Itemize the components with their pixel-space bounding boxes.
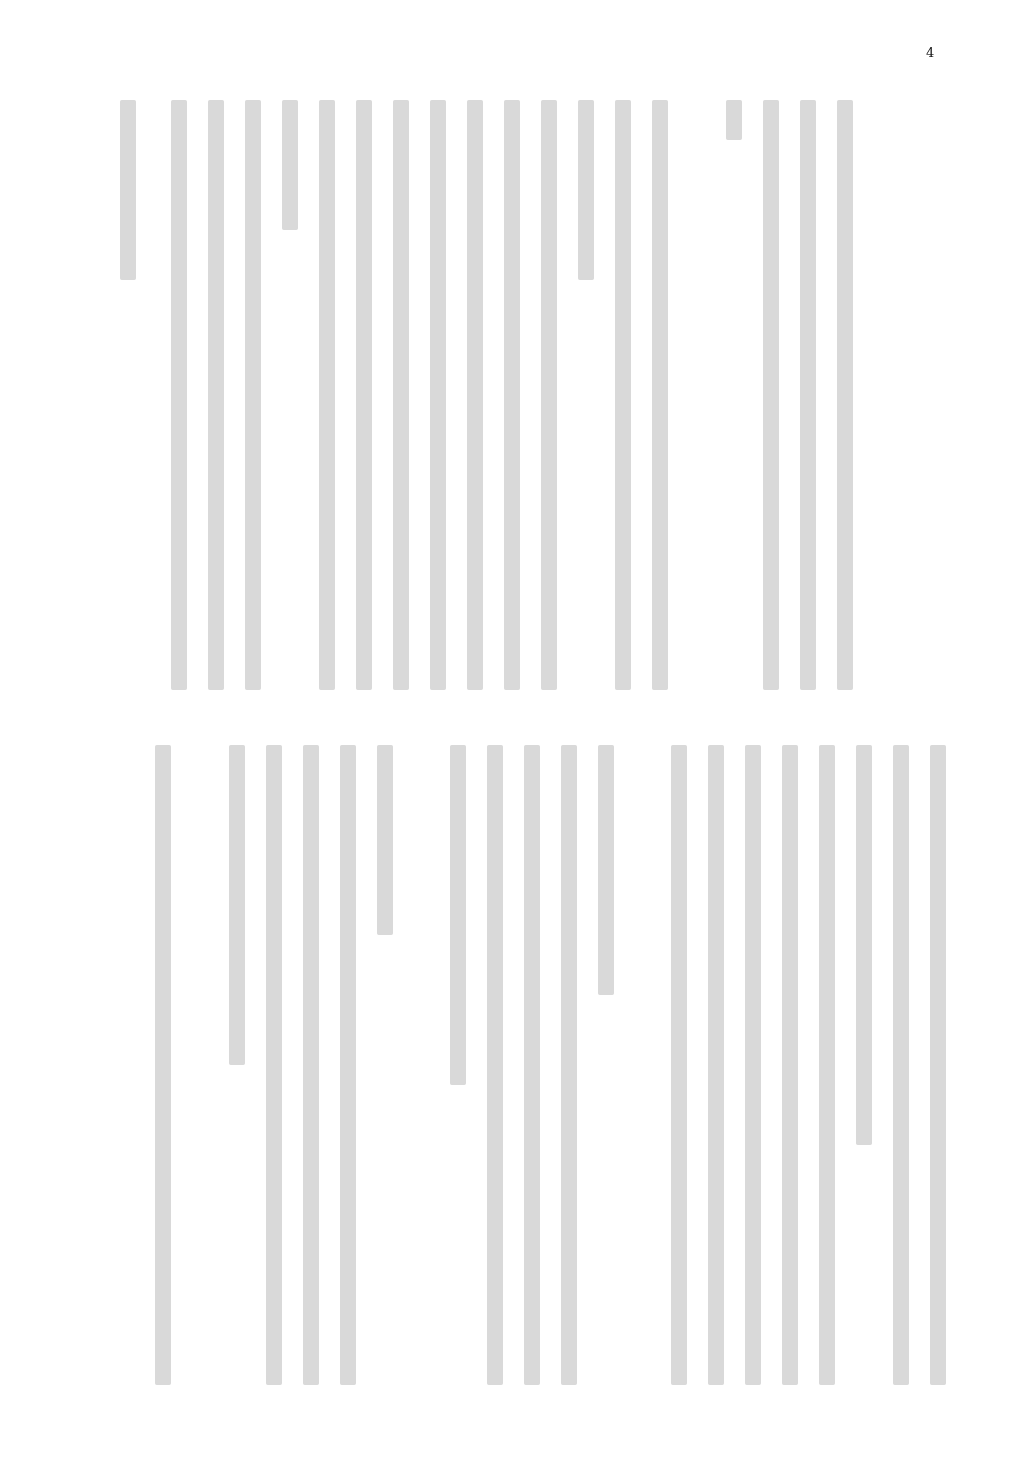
redacted-text-column: [782, 745, 798, 1385]
redacted-text-column: [837, 100, 853, 690]
redacted-text-column: [340, 745, 356, 1385]
redacted-text-column: [377, 745, 393, 935]
redacted-text-column: [671, 745, 687, 1385]
redacted-text-column: [450, 745, 466, 1085]
redacted-text-column: [208, 100, 224, 690]
redacted-text-column: [245, 100, 261, 690]
redacted-text-column: [120, 100, 136, 280]
redacted-text-column: [745, 745, 761, 1385]
redacted-text-column: [930, 745, 946, 1385]
redacted-text-column: [819, 745, 835, 1385]
redacted-text-column: [578, 100, 594, 280]
redacted-text-column: [598, 745, 614, 995]
redacted-text-column: [763, 100, 779, 690]
redacted-text-column: [303, 745, 319, 1385]
redacted-text-column: [229, 745, 245, 1065]
redacted-text-column: [708, 745, 724, 1385]
redacted-text-column: [893, 745, 909, 1385]
redacted-text-column: [652, 100, 668, 690]
redacted-text-column: [171, 100, 187, 690]
redacted-text-column: [393, 100, 409, 690]
redacted-text-column: [266, 745, 282, 1385]
redacted-text-column: [800, 100, 816, 690]
redacted-text-column: [467, 100, 483, 690]
page-number: 4: [926, 46, 935, 61]
redacted-text-column: [726, 100, 742, 140]
redacted-text-column: [487, 745, 503, 1385]
redacted-text-column: [541, 100, 557, 690]
redacted-text-column: [524, 745, 540, 1385]
redacted-text-column: [356, 100, 372, 690]
redacted-text-column: [155, 745, 171, 1385]
redacted-text-column: [504, 100, 520, 690]
redacted-text-column: [856, 745, 872, 1145]
redacted-text-column: [561, 745, 577, 1385]
redacted-text-column: [430, 100, 446, 690]
redacted-text-column: [282, 100, 298, 230]
redacted-text-column: [319, 100, 335, 690]
redacted-text-column: [615, 100, 631, 690]
